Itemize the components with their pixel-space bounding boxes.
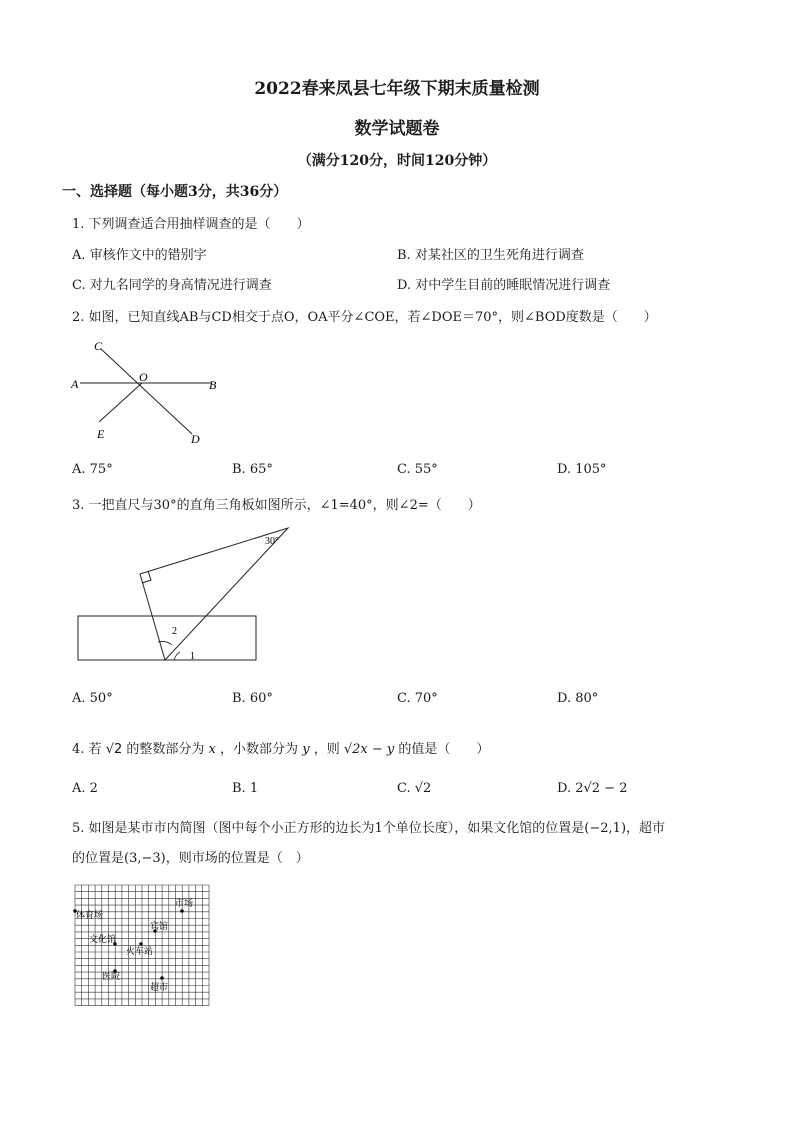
ray-oe [99, 383, 142, 422]
exam-subtitle: 数学试题卷 [354, 119, 440, 139]
q3-option-d: D. 80° [557, 691, 599, 706]
ruler [78, 616, 256, 660]
q2-intersecting-lines-figure [64, 334, 244, 452]
exam-title: 2022春来凤县七年级下期末质量检测 [254, 79, 540, 99]
set-square [140, 528, 288, 660]
q2-option-c: C. 55° [397, 462, 438, 477]
question-1-stem: 1. 下列调查适合用抽样调查的是（ ） [72, 217, 310, 232]
q4-var-x: x [208, 742, 216, 757]
q5-city-map-grid [74, 884, 214, 1008]
q4-stem-part: 4. 若 [72, 742, 102, 757]
label-e: E [97, 427, 105, 441]
label-a: A [71, 377, 79, 391]
map-marker-market [180, 909, 184, 913]
q1-option-d: D. 对中学生目前的睡眠情况进行调查 [397, 278, 611, 293]
q4-stem-part: 的值是（ ） [398, 742, 490, 757]
q4-stem-part: 的整数部分为 [126, 742, 205, 757]
q4-expression: √2x − y [343, 742, 395, 757]
map-label-supermarket: 超市 [150, 982, 169, 992]
map-label-stadium: 体育场 [76, 910, 104, 920]
q1-option-a: A. 审核作文中的错别字 [72, 248, 207, 263]
label-angle-1: 1 [190, 651, 195, 662]
q1-option-b: B. 对某社区的卫生死角进行调查 [397, 248, 584, 263]
map-marker-supermarket [160, 976, 164, 980]
q2-option-a: A. 75° [72, 462, 113, 477]
label-d: D [191, 432, 200, 446]
question-5-stem-line-1: 5. 如图是某市市内简图（图中每个小正方形的边长为1个单位长度），如果文化馆的位置是(−2,1)，超市 [72, 821, 666, 836]
map-label-hotel: 宾馆 [150, 921, 169, 931]
q2-option-d: D. 105° [557, 462, 607, 477]
question-5-stem-line-2: 的位置是(3,−3)，则市场的位置是（ ） [72, 851, 309, 866]
label-b: B [209, 378, 217, 392]
q4-option-c: C. √2 [397, 781, 432, 796]
q3-option-c: C. 70° [397, 691, 438, 706]
label-angle-2: 2 [172, 626, 177, 637]
q4-stem-part: ，则 [313, 742, 340, 757]
map-label-hospital: 医院 [102, 971, 121, 981]
q4-sqrt-2: √2 [105, 742, 123, 757]
question-3-stem: 3. 一把直尺与30°的直角三角板如图所示，∠1=40°，则∠2=（ ） [72, 498, 481, 513]
map-label-market: 市场 [175, 898, 194, 908]
q3-option-b: B. 60° [232, 691, 273, 706]
q4-option-a: A. 2 [72, 781, 98, 796]
q4-option-b: B. 1 [232, 781, 259, 796]
q3-option-a: A. 50° [72, 691, 113, 706]
q4-option-d: D. 2√2 − 2 [557, 781, 628, 796]
exam-info: （满分120分，时间120分钟） [297, 153, 497, 169]
label-o: O [139, 370, 148, 384]
line-cd [101, 349, 192, 434]
q3-ruler-triangle-figure [70, 520, 279, 670]
label-c: C [94, 339, 103, 353]
q2-option-b: B. 65° [232, 462, 273, 477]
map-label-culture-hall: 文化馆 [89, 934, 117, 944]
section-heading: 一、选择题（每小题3分，共36分） [62, 184, 288, 200]
question-4-stem [72, 738, 489, 757]
q1-option-c: C. 对九名同学的身高情况进行调查 [72, 278, 272, 293]
angle-1-arc [174, 652, 180, 660]
q4-var-y: y [302, 742, 310, 757]
label-30-degree: 30° [265, 536, 279, 547]
question-2-stem: 2. 如图，已知直线AB与CD相交于点O，OA平分∠COE，若∠DOE＝70°，则∠BOD度数是（ ） [72, 310, 657, 325]
q4-stem-part: ，小数部分为 [220, 742, 299, 757]
map-label-train-station: 火车站 [126, 946, 154, 956]
